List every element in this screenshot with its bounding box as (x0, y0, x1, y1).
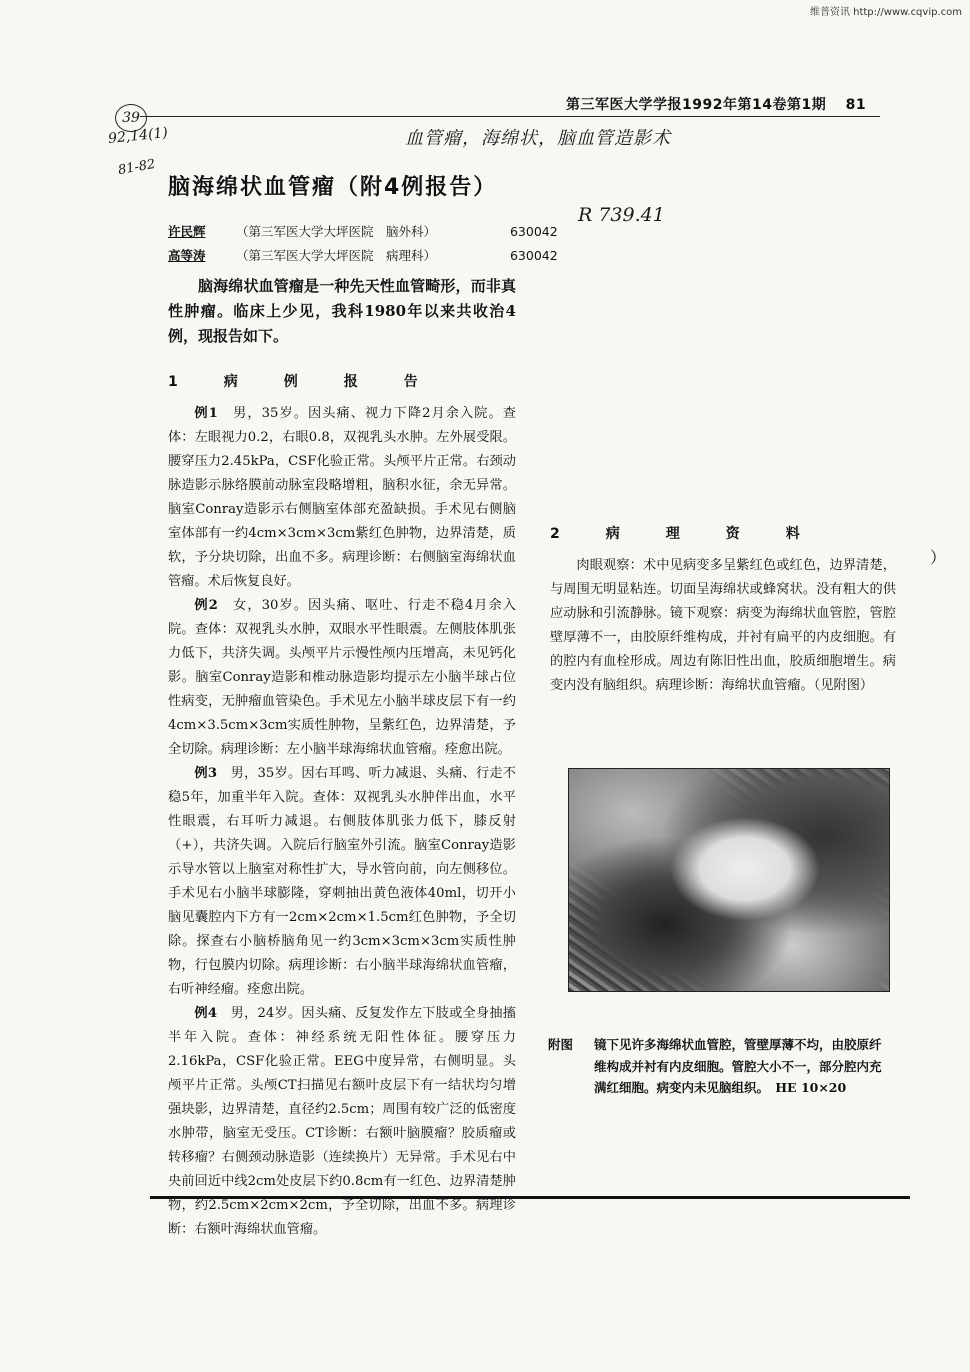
histology-figure (568, 768, 890, 992)
case-label: 例1 (194, 406, 218, 421)
author-name: 高等涛 (168, 248, 206, 263)
section-title: 2 病 理 资 料 (550, 526, 816, 542)
right-column (550, 522, 896, 698)
journal-issue: 第三军医大学学报1992年第14卷第1期 (566, 97, 827, 113)
header-rule (140, 116, 880, 117)
left-column (168, 370, 516, 1242)
case-paragraph (168, 762, 516, 1002)
case-text: 男，35岁。因右耳鸣、听力减退、头痛、行走不稳5年，加重半年入院。查体：双视乳头水肿伴出血，水平性眼震，右耳听力减退。右侧肢体肌张力低下，膝反射（+），共济失调。入院后行脑室外引流。脑室Conray造影示导水管以上脑室对称性扩大，导水管向前，向左侧移位。手术见右小脑半球膨隆，穿刺抽出黄色液体40ml，切开小脑见囊腔内下方有一2cm×2cm×1.5cm红色肿物，予全切除。探查右小脑桥脑角见一约3cm×3cm×3cm实质性肿物，行包膜内切除。病理诊断：右小脑半球海绵状血管瘤，右听神经瘤。痊愈出院。 (168, 766, 516, 997)
caption-label: 附图 (548, 1037, 574, 1052)
author-name: 许民辉 (168, 224, 206, 239)
abstract: 脑海绵状血管瘤是一种先天性血管畸形，而非真性肿瘤。临床上少见，我科1980年以来共收治4例，现报告如下。 (168, 277, 516, 345)
case-paragraph (168, 594, 516, 762)
author-row (168, 222, 558, 240)
handwritten-circled-number: 39 (115, 104, 147, 132)
case-label: 例2 (194, 598, 218, 613)
case-paragraph (168, 402, 516, 594)
case-text: 男，35岁。因头痛、视力下降2月余入院。查体：左眼视力0.2，右眼0.8，双视乳头水肿。左外展受限。腰穿压力2.45kPa，CSF化验正常。头颅平片正常。右颈动脉造影示脉络膜前动脉室段略增粗，脑积水征，余无异常。脑室Conray造影示右侧脑室体部充盈缺损。手术见右侧脑室体部有一约4cm×3cm×3cm紫红色肿物，边界清楚，质软，予分块切除，出血不多。病理诊断：右侧脑室海绵状血管瘤。术后恢复良好。 (168, 406, 516, 589)
case-text: 男，24岁。因头痛、反复发作左下肢或全身抽搐半年入院。查体：神经系统无阳性体征。腰穿压力2.16kPa，CSF化验正常。EEG中度异常，右侧明显。头颅平片正常。头颅CT扫描见右额叶皮层下有一结状均匀增强块影，边界清楚，直径约2.5cm；周围有较广泛的低密度水肿带，脑室无受压。CT诊断：右额叶脑膜瘤？胶质瘤或转移瘤？右侧颈动脉造影（连续换片）无异常。手术见右中央前回近中线2cm处皮层下约0.8cm有一红色、边界清楚肿物，约2.5cm×2cm×2cm，予全切除，出血不多。病理诊断：右额叶海绵状血管瘤。 (168, 1006, 516, 1237)
margin-mark: ） (930, 548, 947, 567)
case-label: 例3 (194, 766, 217, 781)
postal-code: 630042 (509, 248, 558, 263)
author-row (168, 246, 558, 264)
article-title: 脑海绵状血管瘤（附4例报告） (168, 175, 498, 200)
pathology-paragraph: 肉眼观察：术中见病变多呈紫红色或红色，边界清楚，与周围无明显粘连。切面呈海绵状或蜂窝状。没有粗大的供应动脉和引流静脉。镜下观察：病变为海绵状血管腔，管腔壁厚薄不一，由胶原纤维构成，并衬有扁平的内皮细胞。有的腔内有血栓形成。周边有陈旧性出血，胶质细胞增生。病变内没有脑组织。病理诊断：海绵状血管瘤。（见附图） (550, 558, 896, 693)
case-paragraph (168, 1002, 516, 1242)
watermark: 维普资讯 http://www.cqvip.com (809, 7, 962, 18)
case-label: 例4 (194, 1006, 217, 1021)
page-number: 81 (845, 97, 867, 113)
section-title: 1 病 例 报 告 (168, 374, 434, 390)
case-text: 女，30岁。因头痛、呕吐、行走不稳4月余入院。查体：双视乳头水肿，双眼水平性眼震。左侧肢体肌张力低下，共济失调。头颅平片示慢性颅内压增高，未见钙化影。脑室Conray造影和椎动脉造影均提示左小脑半球占位性病变，无肿瘤血管染色。手术见左小脑半球皮层下有一约4cm×3.5cm×3cm实质性肿物，呈紫红色，边界清楚，予全切除。病理诊断：左小脑半球海绵状血管瘤。痊愈出院。 (168, 598, 516, 757)
handwritten-pages: 81-82 (116, 156, 157, 179)
handwritten-keywords: 血管瘤，海绵状，脑血管造影术 (405, 128, 671, 149)
handwritten-citation: 92,14(1) (107, 124, 169, 148)
postal-code: 630042 (509, 224, 558, 239)
bottom-rule (150, 1196, 910, 1199)
handwritten-classification: R 739.41 (578, 204, 665, 226)
figure-caption (548, 1034, 888, 1099)
caption-text: 镜下见许多海绵状血管腔，管壁厚薄不均，由胶原纤维构成并衬有内皮细胞。管腔大小不一，部分腔内充满红细胞。病变内未见脑组织。 HE 10×20 (594, 1037, 882, 1095)
author-affiliation: （第三军医大学大坪医院 病理科） (235, 248, 436, 263)
author-affiliation: （第三军医大学大坪医院 脑外科） (235, 224, 436, 239)
running-header (566, 94, 866, 114)
